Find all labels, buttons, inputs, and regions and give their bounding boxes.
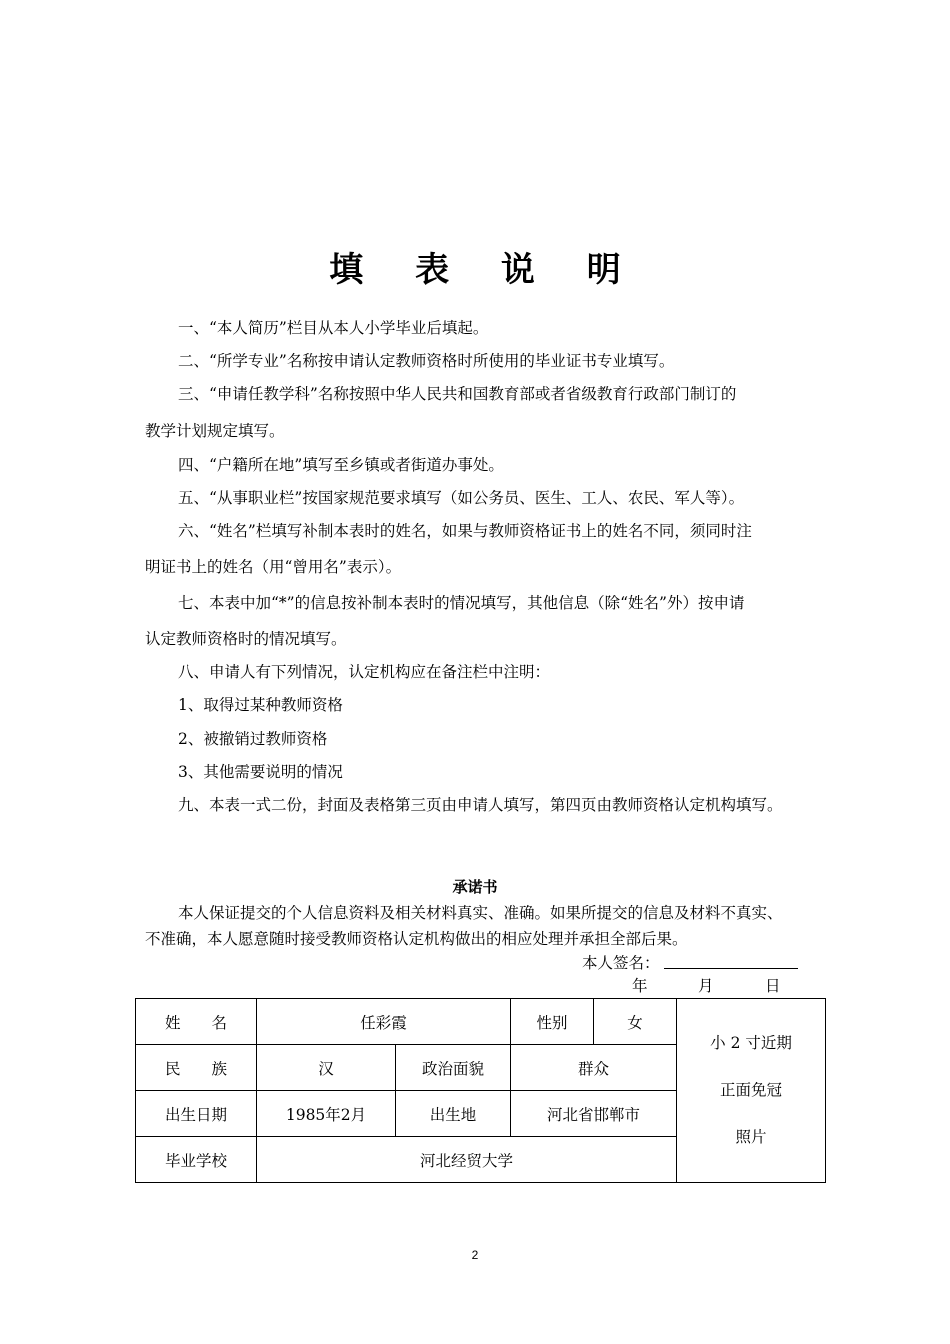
instruction-8: 八、申请人有下列情况，认定机构应在备注栏中注明： — [178, 663, 551, 681]
instruction-4: 四、“户籍所在地”填写至乡镇或者街道办事处。 — [178, 456, 504, 474]
instruction-9: 九、本表一式二份，封面及表格第三页由申请人填写，第四页由教师资格认定机构填写。 — [178, 796, 783, 814]
pledge-line-1: 本人保证提交的个人信息资料及相关材料真实、准确。如果所提交的信息及材料不真实、 — [178, 904, 783, 922]
pledge-title: 承诺书 — [452, 878, 498, 896]
instruction-7-cont: 认定教师资格时的情况填写。 — [145, 630, 347, 648]
instruction-2: 二、“所学专业”名称按申请认定教师资格时所使用的毕业证书专业填写。 — [178, 352, 675, 370]
page-title: 填 表 说 明 — [329, 250, 641, 290]
school-label: 毕业学校 — [136, 1137, 257, 1183]
date-day: 日 — [765, 977, 781, 995]
ethnicity-value: 汉 — [257, 1045, 396, 1091]
instruction-8-item-3: 3、其他需要说明的情况 — [178, 763, 343, 781]
instruction-3: 三、“申请任教学科”名称按照中华人民共和国教育部或者省级教育行政部门制订的 — [178, 385, 737, 403]
birthplace-value: 河北省邯郸市 — [511, 1091, 677, 1137]
photo-text-3: 照片 — [735, 1128, 767, 1146]
photo-box — [677, 999, 826, 1183]
gender-label: 性别 — [511, 999, 594, 1045]
instruction-6-cont: 明证书上的姓名（用“曾用名”表示）。 — [145, 558, 402, 576]
applicant-info-table — [135, 998, 826, 1183]
birthdate-value: 1985年2月 — [257, 1091, 396, 1137]
signature-label: 本人签名： — [582, 954, 660, 972]
date-month: 月 — [698, 977, 714, 995]
instruction-8-item-1: 1、取得过某种教师资格 — [178, 696, 343, 714]
school-value: 河北经贸大学 — [257, 1137, 677, 1183]
photo-text-2: 正面免冠 — [720, 1081, 783, 1099]
gender-value: 女 — [594, 999, 677, 1045]
instruction-7: 七、本表中加“*”的信息按补制本表时的情况填写，其他信息（除“姓名”外）按申请 — [178, 594, 745, 612]
birthdate-label: 出生日期 — [136, 1091, 257, 1137]
instruction-6: 六、“姓名”栏填写补制本表时的姓名，如果与教师资格证书上的姓名不同，须同时注 — [178, 522, 752, 540]
photo-text-1: 小 2 寸近期 — [710, 1034, 792, 1052]
pledge-line-2: 不准确，本人愿意随时接受教师资格认定机构做出的相应处理并承担全部后果。 — [145, 930, 688, 948]
instruction-8-item-2: 2、被撤销过教师资格 — [178, 730, 328, 748]
page-number: 2 — [471, 1248, 479, 1262]
signature-line — [664, 968, 798, 969]
instruction-1: 一、“本人简历”栏目从本人小学毕业后填起。 — [178, 319, 489, 337]
ethnicity-label: 民 族 — [136, 1045, 257, 1091]
name-label: 姓 名 — [136, 999, 257, 1045]
political-value: 群众 — [511, 1045, 677, 1091]
instruction-5: 五、“从事职业栏”按国家规范要求填写（如公务员、医生、工人、农民、军人等）。 — [178, 489, 745, 507]
birthplace-label: 出生地 — [396, 1091, 511, 1137]
date-year: 年 — [632, 977, 648, 995]
instruction-3-cont: 教学计划规定填写。 — [145, 422, 285, 440]
name-value: 任彩霞 — [257, 999, 511, 1045]
political-label: 政治面貌 — [396, 1045, 511, 1091]
